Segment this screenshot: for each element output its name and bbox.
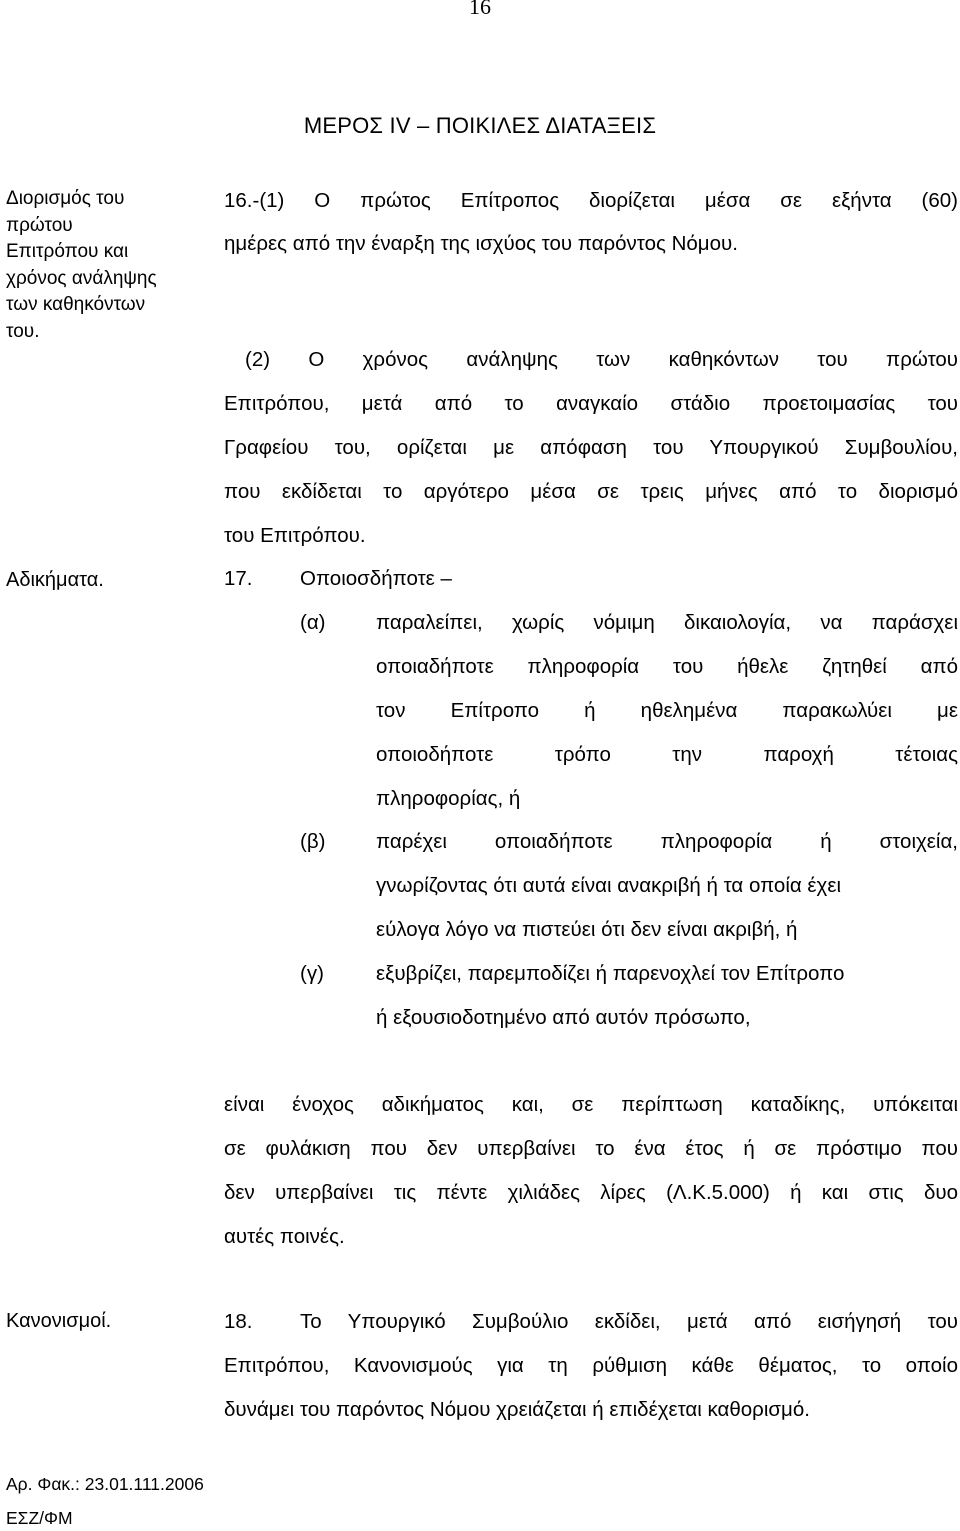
item-beta-line-3: εύλογα λόγο να πιστεύει ότι δεν είναι ακριβή, ή bbox=[376, 918, 798, 941]
item-beta-label: (β) bbox=[300, 830, 326, 853]
item-alpha-label: (α) bbox=[300, 611, 326, 634]
item-alpha-line-1: παραλείπει, χωρίς νόμιμη δικαιολογία, να παράσχει bbox=[376, 611, 958, 634]
item-alpha-line-2: οποιαδήποτε πληροφορία του ήθελε ζητηθεί από bbox=[376, 655, 958, 678]
item-gamma-line-1: εξυβρίζει, παρεμποδίζει ή παρενοχλεί τον Επίτροπο bbox=[376, 962, 845, 985]
item-beta-line-2: γνωρίζοντας ότι αυτά είναι ανακριβή ή τα οποία έχει bbox=[376, 874, 842, 897]
item-alpha-line-3: τον Επίτροπο ή ηθελημένα παρακωλύει με bbox=[376, 699, 958, 722]
item-alpha-line-5: πληροφορίας, ή bbox=[376, 787, 521, 810]
section-16-sub-2-line-1: (2) Ο χρόνος ανάληψης των καθηκόντων του πρώτου bbox=[245, 348, 958, 371]
margin-note-line: Επιτρόπου και bbox=[6, 241, 129, 262]
margin-note-line: Διορισμός του bbox=[6, 188, 125, 209]
margin-note-line: των καθηκόντων bbox=[6, 294, 146, 315]
section-16-line-2: ημέρες από την έναρξη της ισχύος του παρόντος Νόμου. bbox=[224, 232, 738, 255]
section-16-sub-2-line-2: Επιτρόπου, μετά από το αναγκαίο στάδιο προετοιμασίας του bbox=[224, 392, 958, 415]
item-gamma-line-2: ή εξουσιοδοτημένο από αυτόν πρόσωπο, bbox=[376, 1006, 751, 1029]
section-16-sub-2-line-5: του Επιτρόπου. bbox=[224, 524, 366, 547]
margin-note-line: του. bbox=[6, 320, 40, 342]
section-16-line-1: 16.-(1) Ο πρώτος Επίτροπος διορίζεται μέσα σε εξήντα (60) bbox=[224, 189, 958, 212]
section-17-conclusion-line-4: αυτές ποινές. bbox=[224, 1225, 345, 1248]
margin-note-section-17: Αδικήματα. bbox=[6, 569, 104, 591]
section-18-line-2: Επιτρόπου, Κανονισμούς για τη ρύθμιση κάθε θέματος, το οποίο bbox=[224, 1354, 958, 1377]
section-16-sub-2-line-4: που εκδίδεται το αργότερο μέσα σε τρεις μήνες από το διορισμό bbox=[224, 480, 958, 503]
item-gamma-label: (γ) bbox=[300, 962, 324, 985]
section-17-number: 17. bbox=[224, 567, 253, 590]
part-heading: ΜΕΡΟΣ IV – ΠΟΙΚΙΛΕΣ ΔΙΑΤΑΞΕΙΣ bbox=[303, 113, 657, 138]
margin-note-line: πρώτου bbox=[6, 214, 73, 236]
item-alpha-line-4: οποιοδήποτε τρόπο την παροχή τέτοιας bbox=[376, 743, 958, 766]
section-18-number: 18. bbox=[224, 1310, 253, 1333]
footer-file-ref: Αρ. Φακ.: 23.01.111.2006 bbox=[6, 1474, 204, 1494]
section-18-line-3: δυνάμει του παρόντος Νόμου χρειάζεται ή επιδέχεται καθορισμό. bbox=[224, 1398, 810, 1421]
section-16-sub-2-line-3: Γραφείου του, ορίζεται με απόφαση του Υπουργικού Συμβουλίου, bbox=[224, 436, 958, 459]
section-17-conclusion-line-1: είναι ένοχος αδικήματος και, σε περίπτωση καταδίκης, υπόκειται bbox=[224, 1093, 958, 1116]
margin-note-section-18: Κανονισμοί. bbox=[6, 1310, 112, 1332]
footer-initials: ΕΣΖ/ΦΜ bbox=[6, 1508, 73, 1528]
section-17-conclusion-line-2: σε φυλάκιση που δεν υπερβαίνει το ένα έτος ή σε πρόστιμο που bbox=[224, 1137, 958, 1160]
margin-note-line: χρόνος ανάληψης bbox=[6, 267, 157, 289]
page-number: 16 bbox=[469, 0, 491, 19]
margin-note-section-16 bbox=[6, 186, 206, 345]
section-17-intro: Οποιοσδήποτε – bbox=[300, 567, 452, 590]
section-17-conclusion-line-3: δεν υπερβαίνει τις πέντε χιλιάδες λίρες (Λ.Κ.5.000) ή και στις δυο bbox=[224, 1181, 958, 1204]
section-18-line-1: Το Υπουργικό Συμβούλιο εκδίδει, μετά από εισήγησή του bbox=[300, 1310, 958, 1333]
item-beta-line-1: παρέχει οποιαδήποτε πληροφορία ή στοιχεία, bbox=[376, 830, 958, 853]
